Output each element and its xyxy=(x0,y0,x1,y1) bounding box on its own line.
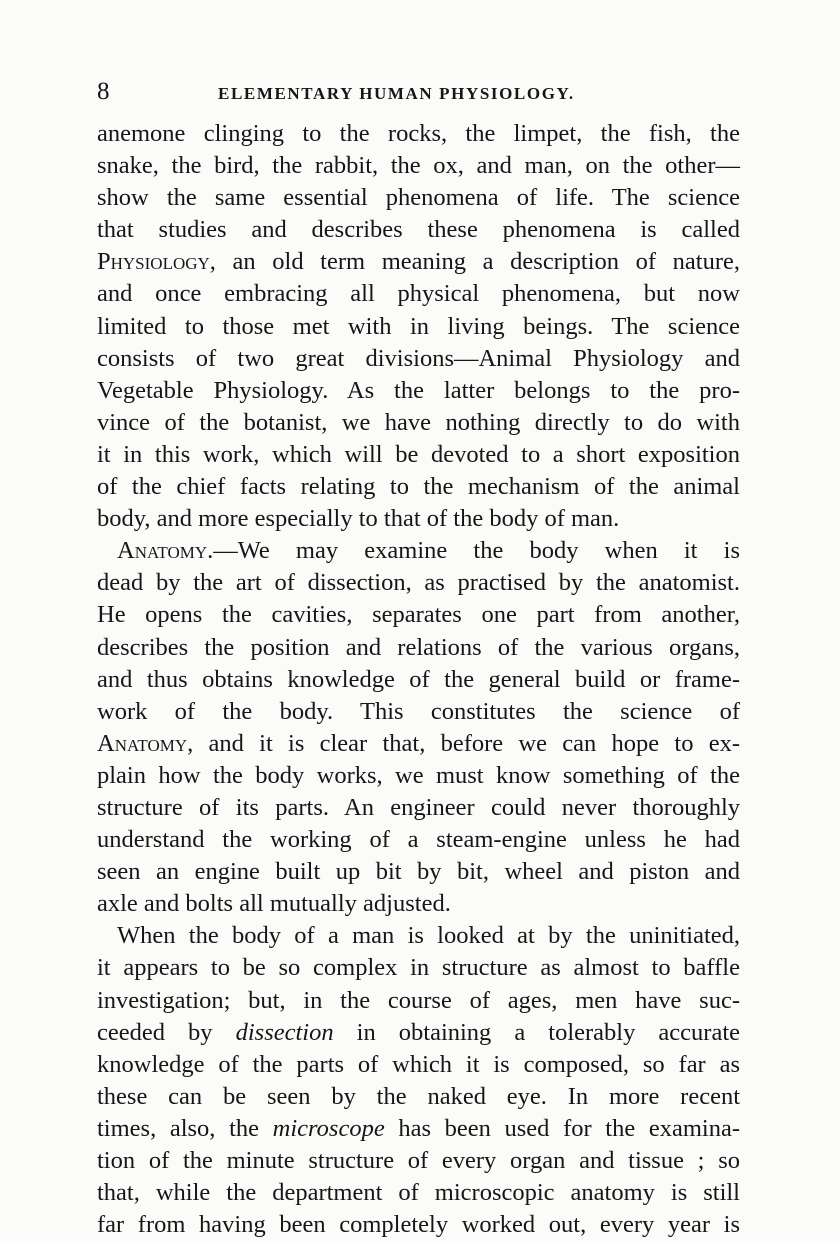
text-segment: understand the working of a steam-engine unless he had xyxy=(97,826,740,854)
text-line xyxy=(97,985,740,1017)
text-segment: snake, the bird, the rabbit, the ox, and man, on the other— xyxy=(97,152,740,180)
text-segment: ceeded by xyxy=(97,1018,236,1046)
text-segment: of the chief facts relating to the mechanism of the animal xyxy=(97,473,740,501)
text-segment: investigation; but, in the course of ages, men have suc- xyxy=(97,986,740,1014)
text-line xyxy=(97,535,740,567)
text-line xyxy=(97,1145,740,1177)
text-segment: vince of the botanist, we have nothing directly to do with xyxy=(97,408,740,436)
text-segment: knowledge of the parts of which it is composed, so far as xyxy=(97,1050,740,1078)
text-line xyxy=(97,471,740,503)
text-line xyxy=(97,118,740,150)
text-segment: seen an engine built up bit by bit, wheel and piston and xyxy=(97,858,740,886)
text-line xyxy=(97,856,740,888)
text-segment: He opens the cavities, separates one part from another, xyxy=(97,601,740,629)
page-number: 8 xyxy=(97,78,110,105)
text-line xyxy=(97,150,740,182)
text-line xyxy=(97,182,740,214)
text-line xyxy=(97,567,740,599)
italic-term: dissection xyxy=(235,1018,334,1046)
text-segment: —We may examine the body when it is xyxy=(213,537,740,565)
italic-term: microscope xyxy=(272,1114,385,1142)
text-line xyxy=(97,1017,740,1049)
text-segment: that studies and describes these phenomena is called xyxy=(97,216,740,244)
text-segment: it in this work, which will be devoted to a short exposition xyxy=(97,440,740,468)
text-segment: limited to those met with in living beings. The science xyxy=(97,312,740,340)
body-text xyxy=(97,118,740,1241)
text-line xyxy=(97,503,740,535)
text-line xyxy=(97,696,740,728)
text-segment: anemone clinging to the rocks, the limpet, the fish, the xyxy=(97,120,740,147)
text-line xyxy=(97,1177,740,1209)
text-line xyxy=(97,1049,740,1081)
text-segment: tion of the minute structure of every organ and tissue ; so xyxy=(97,1147,740,1174)
text-segment: and once embracing all physical phenomena, but now xyxy=(97,280,740,308)
small-caps-term: Anatomy xyxy=(97,729,188,757)
text-segment: show the same essential phenomena of life. The science xyxy=(97,184,740,212)
text-segment: structure of its parts. An engineer could never thoroughly xyxy=(97,793,740,821)
text-line xyxy=(97,343,740,375)
text-line xyxy=(97,888,740,920)
text-segment: work of the body. This constitutes the science of xyxy=(97,697,740,725)
text-segment: in obtaining a tolerably accurate xyxy=(333,1018,740,1046)
text-line xyxy=(97,407,740,439)
text-segment: it appears to be so complex in structure as almost to baffle xyxy=(97,954,740,982)
text-line xyxy=(97,920,740,952)
text-segment: body, and more especially to that of the body of man. xyxy=(97,505,620,533)
text-segment: Vegetable Physiology. As the latter belongs to the pro- xyxy=(97,376,740,404)
text-line xyxy=(97,824,740,856)
text-segment: describes the position and relations of the various organs, xyxy=(97,633,740,661)
text-segment: times, also, the xyxy=(97,1114,273,1142)
text-segment: has been used for the examina- xyxy=(384,1114,740,1142)
text-line xyxy=(97,760,740,792)
text-segment: consists of two great divisions—Animal Physiology and xyxy=(97,344,740,372)
text-segment: , an old term meaning a description of nature, xyxy=(209,248,740,276)
running-title: ELEMENTARY HUMAN PHYSIOLOGY. xyxy=(218,84,575,103)
text-segment: and thus obtains knowledge of the general build or frame- xyxy=(97,665,740,693)
text-segment: that, while the department of microscopic anatomy is still xyxy=(97,1179,740,1207)
text-line xyxy=(97,664,740,696)
text-line xyxy=(97,792,740,824)
text-line xyxy=(97,1209,740,1241)
text-segment: , and it is clear that, before we can hope to ex- xyxy=(187,729,740,757)
text-line xyxy=(97,1081,740,1113)
text-line xyxy=(97,599,740,631)
text-line xyxy=(97,311,740,343)
text-line xyxy=(97,632,740,664)
text-line xyxy=(97,214,740,246)
small-caps-term: Anatomy. xyxy=(117,537,214,565)
text-line xyxy=(97,439,740,471)
text-segment: When the body of a man is looked at by the uninitiated, xyxy=(117,922,740,950)
text-line xyxy=(97,246,740,278)
text-segment: plain how the body works, we must know something of the xyxy=(97,761,740,789)
text-line xyxy=(97,1113,740,1145)
text-segment: these can be seen by the naked eye. In more recent xyxy=(97,1082,740,1110)
small-caps-term: Physiology xyxy=(97,248,210,276)
text-segment: far from having been completely worked out, every year is xyxy=(97,1211,740,1239)
text-line xyxy=(97,375,740,407)
text-line xyxy=(97,278,740,310)
text-line xyxy=(97,728,740,760)
text-segment: dead by the art of dissection, as practised by the anatomist. xyxy=(97,569,740,597)
text-line xyxy=(97,952,740,984)
text-segment: axle and bolts all mutually adjusted. xyxy=(97,890,451,918)
running-header xyxy=(97,78,740,108)
